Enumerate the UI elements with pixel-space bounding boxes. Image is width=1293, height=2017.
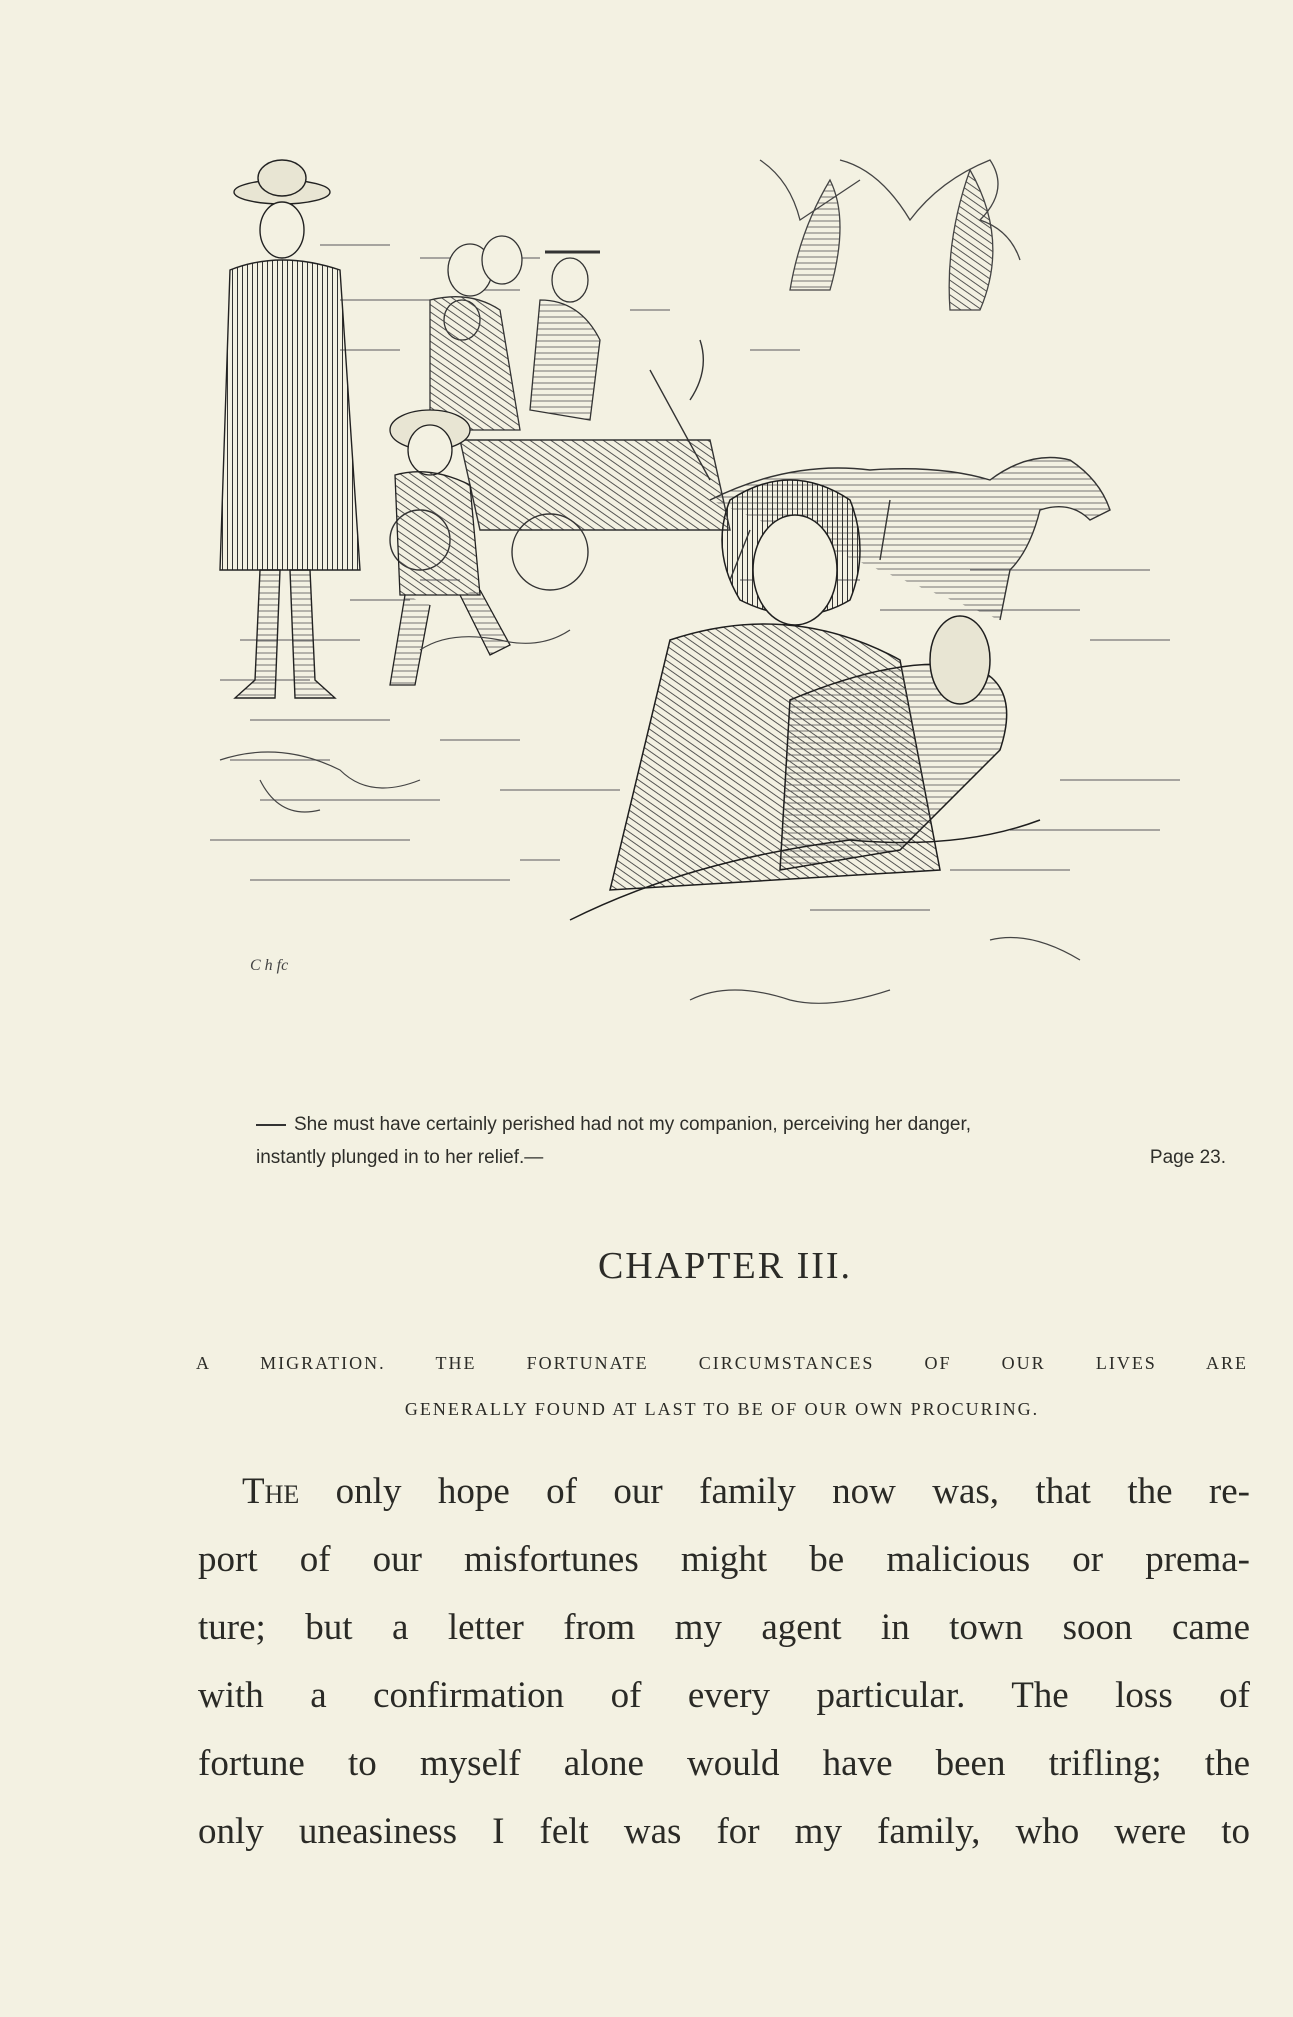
trees [760, 160, 1020, 310]
caption-line-1 [256, 1108, 1226, 1141]
engraving-river-rescue [190, 140, 1230, 1060]
chapter-subtitle [196, 1340, 1248, 1432]
caption-text-2: instantly plunged in to her relief.— [256, 1147, 544, 1168]
body-line-3: ture; but a letter from my agent in town soon came [198, 1607, 1250, 1648]
caption-text-1: She must have certainly perished had not my companion, perceiving her danger, [294, 1114, 972, 1135]
cart-passengers [430, 236, 600, 430]
engraver-signature: C h fc [250, 957, 289, 974]
subtitle-line-2: GENERALLY FOUND AT LAST TO BE OF OUR OWN PROCURING. [404, 1399, 1040, 1419]
standing-man [220, 160, 360, 698]
opening-word: The [242, 1471, 300, 1512]
caption-dash [256, 1124, 286, 1126]
caption-line-2 [256, 1141, 1226, 1174]
subtitle-line-1: A MIGRATION. THE FORTUNATE CIRCUMSTANCES OF OUR LIVES ARE [196, 1353, 1248, 1373]
chapter-title: CHAPTER III. [597, 1245, 853, 1287]
body-line-4: with a confirmation of every particular. The loss of [198, 1675, 1250, 1716]
body-line-5: fortune to myself alone would have been trifling; the [198, 1743, 1250, 1784]
body-line-2: port of our misfortunes might be malicious or prema- [198, 1539, 1250, 1580]
body-line-1 [198, 1458, 1250, 1526]
body-line-6: only uneasiness I felt was for my family, who were to [198, 1811, 1250, 1852]
body-text [198, 1458, 1250, 1866]
caption-page-ref: Page 23. [1149, 1147, 1226, 1168]
illustration-caption [256, 1108, 1226, 1174]
body-line-1-text: only hope of our family now was, that the re- [299, 1471, 1250, 1512]
engraving-illustration [190, 140, 1230, 1060]
